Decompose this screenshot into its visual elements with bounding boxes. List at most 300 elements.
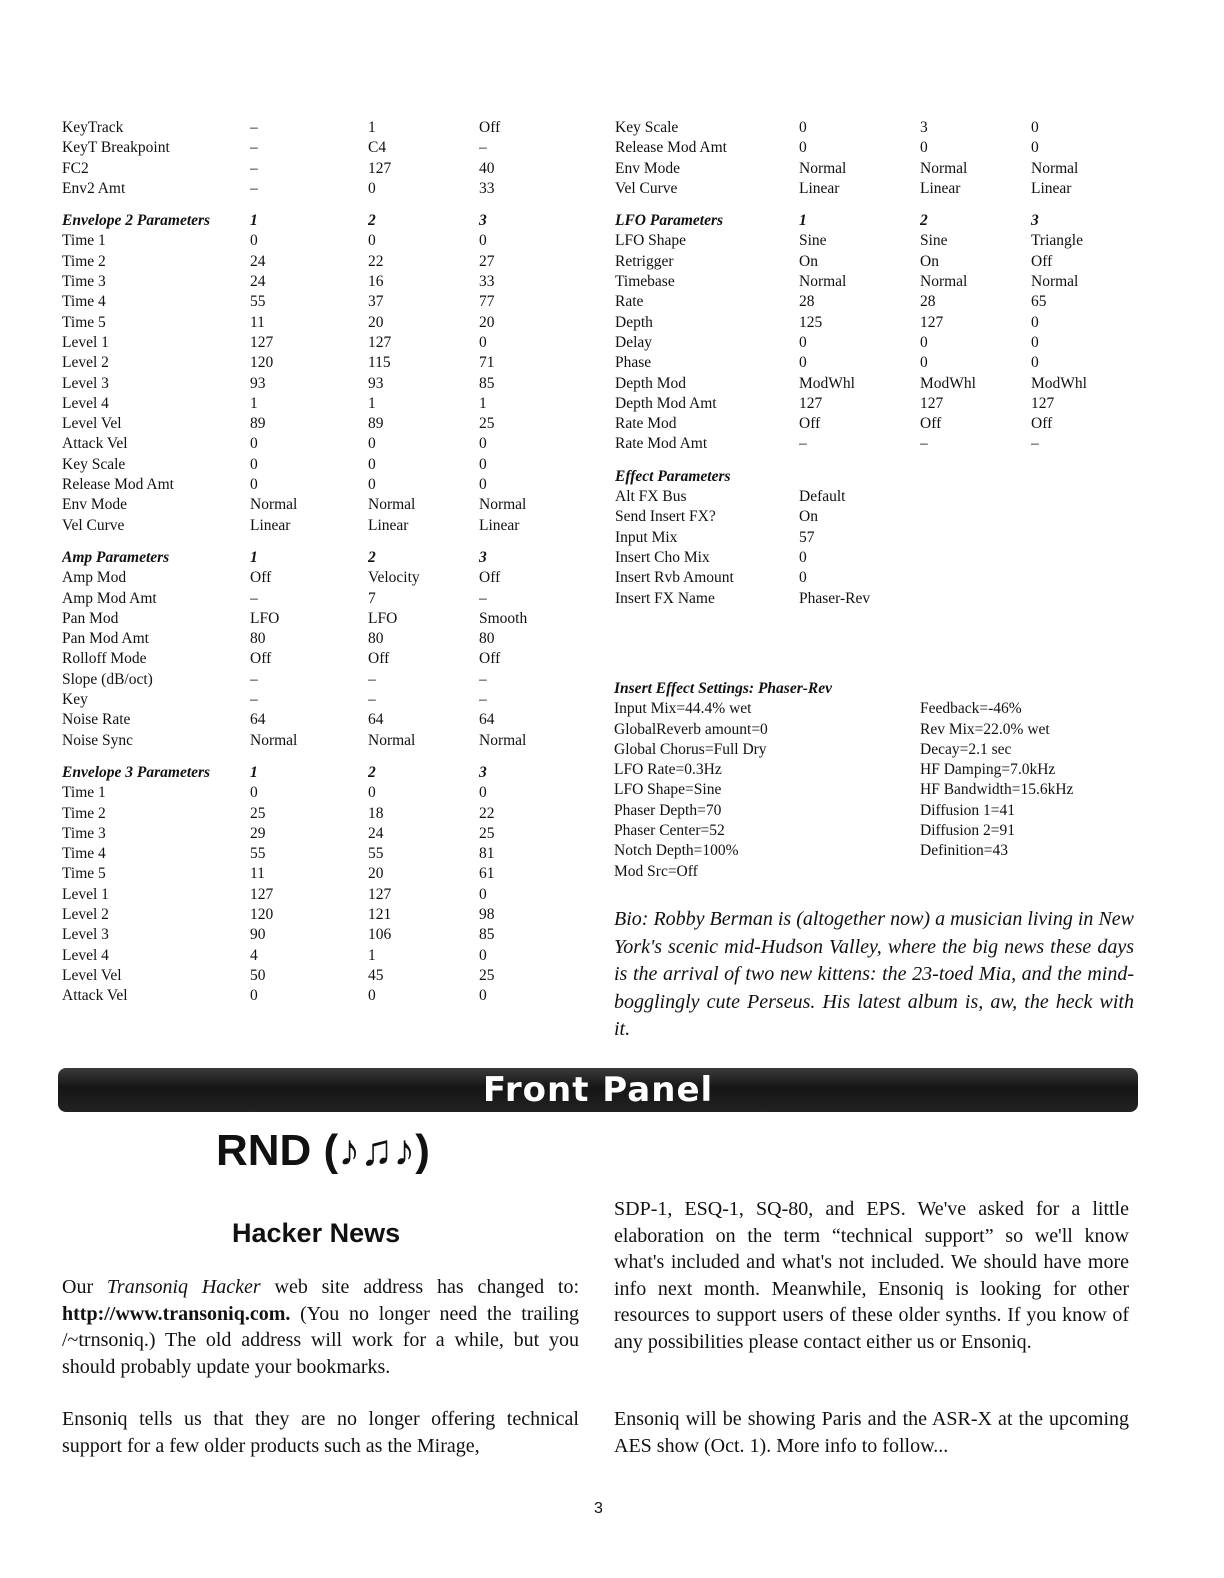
parameter-value: 61 (479, 865, 495, 883)
parameter-value: 89 (250, 415, 266, 433)
parameter-value: 22 (479, 804, 495, 822)
parameter-name: Noise Rate (62, 711, 131, 729)
parameter-name: Level 3 (62, 374, 109, 392)
parameter-value: 3 (920, 119, 928, 136)
parameter-value: 7 (368, 589, 376, 607)
parameter-value: 2 (920, 212, 928, 230)
parameter-value: 0 (1031, 119, 1039, 136)
parameter-value: Normal (1031, 273, 1079, 291)
parameter-row (62, 179, 579, 199)
parameter-row (615, 252, 1131, 272)
parameter-row (615, 374, 1131, 394)
parameter-value: On (799, 252, 818, 270)
parameter-row (62, 609, 579, 629)
parameter-name: Level Vel (62, 415, 122, 433)
parameter-name: Time 1 (62, 232, 106, 250)
parameter-value: 25 (479, 966, 495, 984)
parameter-value: 127 (250, 333, 274, 351)
parameter-name: Slope (dB/oct) (62, 670, 153, 688)
parameter-value: 127 (368, 333, 392, 351)
parameter-value: 65 (1031, 293, 1047, 311)
parameter-name: Time 5 (62, 865, 106, 883)
parameter-row (62, 629, 579, 649)
insert-effect-left-column (614, 699, 920, 882)
parameter-value: 55 (250, 845, 266, 863)
parameter-name: LFO Shape (615, 232, 687, 250)
parameter-value: 0 (250, 784, 258, 802)
parameter-row (615, 394, 1131, 414)
section-spacer (615, 455, 1131, 467)
parameter-value: Smooth (479, 609, 528, 627)
parameter-row (62, 844, 579, 864)
parameter-name: Depth (615, 313, 653, 331)
parameter-row (615, 528, 1131, 548)
parameter-value: Off (368, 650, 390, 668)
parameter-value: 4 (250, 946, 258, 964)
parameter-value: 71 (479, 354, 495, 372)
parameter-value: – (250, 589, 258, 607)
section-header-row (615, 467, 1131, 487)
parameter-value: 115 (368, 354, 391, 372)
parameter-value (920, 487, 1031, 507)
parameter-value: 0 (250, 435, 258, 453)
parameter-name: Delay (615, 333, 653, 351)
parameter-value: – (368, 691, 376, 709)
parameter-value: Off (799, 415, 821, 433)
parameter-value: 45 (368, 966, 384, 984)
parameter-value: 16 (368, 273, 384, 291)
parameter-row (62, 455, 579, 475)
section-spacer (615, 199, 1131, 211)
parameter-value: 93 (368, 374, 384, 392)
parameter-name: Amp Mod Amt (62, 589, 157, 607)
parameter-row (62, 118, 579, 138)
section-spacer (62, 536, 579, 548)
parameter-value: Normal (920, 273, 968, 291)
parameter-name: Noise Sync (62, 731, 134, 749)
parameter-value: – (250, 670, 258, 688)
parameter-value: 28 (799, 293, 815, 311)
parameter-value: – (250, 159, 258, 177)
parameter-value: 0 (1031, 313, 1039, 331)
publication-name: Transoniq Hacker (106, 1276, 261, 1298)
insert-effect-title: Insert Effect Settings: Phaser-Rev (614, 680, 832, 697)
parameter-name: Envelope 3 Parameters (62, 763, 211, 781)
parameter-value (1031, 467, 1131, 487)
parameter-row (62, 159, 579, 179)
insert-setting: Diffusion 1=41 (920, 801, 1015, 819)
parameter-name: Level 1 (62, 885, 109, 903)
parameter-row (62, 292, 579, 312)
parameter-value: 127 (799, 394, 823, 412)
parameter-name: FC2 (62, 159, 89, 177)
parameter-name: Time 3 (62, 824, 106, 842)
insert-setting: Rev Mix=22.0% wet (920, 720, 1050, 738)
parameter-value: 0 (799, 569, 807, 587)
parameter-value: 1 (250, 212, 258, 230)
parameter-value: 0 (479, 476, 487, 494)
parameter-value: 37 (368, 293, 384, 311)
parameter-value: Normal (479, 496, 527, 514)
parameter-value: 127 (368, 159, 392, 177)
parameter-name: Rate Mod Amt (615, 435, 708, 453)
parameter-value: Normal (250, 731, 298, 749)
parameter-value: 77 (479, 293, 495, 311)
parameter-value: 0 (368, 179, 376, 197)
parameter-value: 1 (479, 394, 487, 412)
parameter-value: 0 (799, 119, 807, 136)
parameter-value: 25 (479, 824, 495, 842)
parameter-name: Time 2 (62, 804, 106, 822)
parameter-name: Depth Mod (615, 374, 687, 392)
parameter-value: 2 (368, 763, 376, 781)
parameter-value: Velocity (368, 569, 420, 587)
parameter-value: ModWhl (920, 374, 976, 392)
parameter-value: – (920, 435, 928, 453)
parameter-value (799, 467, 920, 487)
parameter-row (615, 292, 1131, 312)
parameter-value: 3 (479, 212, 487, 230)
parameter-value (920, 548, 1031, 568)
parameter-row (62, 231, 579, 251)
paragraph-support: Ensoniq tells us that they are no longer offering technical support for a few older products such as the Mirage, (62, 1408, 579, 1457)
parameter-value: Normal (799, 273, 847, 291)
parameter-row (62, 966, 579, 986)
parameter-name: Insert Cho Mix (615, 548, 710, 566)
parameter-value: 0 (479, 455, 487, 473)
author-bio: Bio: Robby Berman is (altogether now) a musician living in New York's scenic mid-Hudson Valley, where the big news these days is the arrival of two new kittens: the 23-toed Mia, and the mind-bogglingly cute Perseus. His latest album is, aw, the heck with it. (614, 908, 1134, 1040)
parameter-name: Level 4 (62, 394, 109, 412)
parameter-name: Level Vel (62, 966, 122, 984)
parameter-value: 81 (479, 845, 495, 863)
parameter-value: 0 (368, 232, 376, 250)
parameter-value: 120 (250, 354, 274, 372)
parameter-value: ModWhl (799, 374, 855, 392)
parameter-value: 55 (368, 845, 384, 863)
parameter-value: Normal (1031, 159, 1079, 177)
parameter-name: Pan Mod Amt (62, 630, 149, 648)
parameter-value: 1 (250, 394, 258, 412)
parameter-name: Envelope 2 Parameters (62, 212, 211, 230)
parameter-name: Key (62, 691, 88, 709)
parameter-name: Key Scale (615, 119, 679, 136)
parameter-value: 0 (920, 333, 928, 351)
parameter-name: Amp Parameters (62, 548, 170, 566)
parameter-value: 120 (250, 905, 274, 923)
parameter-value: 106 (368, 926, 392, 944)
parameter-value (1031, 548, 1131, 568)
parameter-value: 0 (479, 987, 487, 1005)
parameter-value: 22 (368, 252, 384, 270)
parameter-value (1031, 528, 1131, 548)
parameter-name: Time 2 (62, 252, 106, 270)
parameter-value: 0 (1031, 333, 1039, 351)
insert-setting: Definition=43 (920, 842, 1008, 860)
parameter-value: Normal (368, 731, 416, 749)
parameter-value: 40 (479, 159, 495, 177)
parameter-value: On (799, 508, 818, 526)
parameter-value: – (250, 139, 258, 157)
parameter-row (615, 272, 1131, 292)
parameter-value: 20 (479, 313, 495, 331)
parameter-value: Off (250, 650, 272, 668)
insert-setting: LFO Shape=Sine (614, 781, 722, 799)
parameter-name: Alt FX Bus (615, 488, 687, 506)
parameter-value: 0 (250, 476, 258, 494)
parameter-value: 25 (479, 415, 495, 433)
parameter-row (615, 231, 1131, 251)
parameter-name: Timebase (615, 273, 675, 291)
parameter-value: Linear (920, 179, 961, 197)
section-spacer (62, 751, 579, 763)
parameter-row (615, 353, 1131, 373)
parameter-value: Triangle (1031, 232, 1083, 250)
insert-setting: GlobalReverb amount=0 (614, 720, 768, 738)
parameter-value: 80 (368, 630, 384, 648)
parameter-value: 80 (479, 630, 495, 648)
insert-setting: Mod Src=Off (614, 862, 698, 880)
parameter-value: 127 (920, 394, 944, 412)
parameter-value: 24 (368, 824, 384, 842)
parameter-value: 0 (1031, 139, 1039, 157)
parameter-value: 2 (368, 548, 376, 566)
parameter-value: 125 (799, 313, 823, 331)
insert-setting: Diffusion 2=91 (920, 822, 1015, 840)
parameter-value: 24 (250, 273, 266, 291)
parameter-value: Linear (368, 516, 409, 534)
parameter-value: 64 (368, 711, 384, 729)
parameter-value: 1 (250, 763, 258, 781)
parameter-value: 64 (250, 711, 266, 729)
parameter-name: Level 4 (62, 946, 109, 964)
parameter-value: Off (1031, 415, 1053, 433)
parameter-value: Linear (479, 516, 520, 534)
parameter-value: Off (479, 119, 501, 136)
parameter-value: – (479, 139, 487, 157)
parameter-value (1031, 487, 1131, 507)
parameter-row (62, 414, 579, 434)
parameter-value: Linear (799, 179, 840, 197)
parameter-value: Off (1031, 252, 1053, 270)
parameter-name: LFO Parameters (615, 212, 724, 230)
parameter-name: Send Insert FX? (615, 508, 716, 526)
parameter-row (615, 313, 1131, 333)
parameter-value: 0 (799, 139, 807, 157)
parameter-value: 89 (368, 415, 384, 433)
parameter-name: Depth Mod Amt (615, 394, 717, 412)
parameter-row (62, 568, 579, 588)
parameter-value: 55 (250, 293, 266, 311)
parameter-value: 127 (250, 885, 274, 903)
insert-effect-right-column (920, 699, 1073, 882)
parameter-value (920, 589, 1031, 609)
parameter-name: KeyT Breakpoint (62, 139, 170, 157)
front-panel-banner (58, 1068, 1138, 1112)
parameter-value: 0 (250, 232, 258, 250)
insert-setting: HF Bandwidth=15.6kHz (920, 781, 1074, 799)
parameter-value: – (368, 670, 376, 688)
parameter-row (62, 690, 579, 710)
parameter-row (615, 548, 1131, 568)
parameter-name: Amp Mod (62, 569, 127, 587)
parameter-row (62, 731, 579, 751)
parameter-value: 0 (368, 987, 376, 1005)
parameter-value: – (479, 589, 487, 607)
parameter-value: Normal (368, 496, 416, 514)
parameter-row (615, 179, 1131, 199)
parameter-name: Level 2 (62, 905, 109, 923)
insert-setting: Input Mix=44.4% wet (614, 700, 752, 718)
parameter-name: Env Mode (615, 159, 681, 177)
parameter-value: 0 (368, 784, 376, 802)
parameter-value: 127 (920, 313, 944, 331)
parameter-value: 0 (368, 455, 376, 473)
parameter-row (62, 313, 579, 333)
parameter-value: 3 (479, 548, 487, 566)
parameter-name: Rolloff Mode (62, 650, 147, 668)
parameter-row (62, 783, 579, 803)
parameter-row (62, 885, 579, 905)
parameter-value: 3 (479, 763, 487, 781)
parameter-name: Attack Vel (62, 987, 128, 1005)
parameter-value: 29 (250, 824, 266, 842)
parameter-name: Rate Mod (615, 415, 677, 433)
parameter-value: – (250, 119, 258, 136)
parameter-row (62, 475, 579, 495)
parameter-row (62, 434, 579, 454)
parameter-value: 1 (368, 119, 376, 136)
insert-setting: Feedback=-46% (920, 700, 1022, 718)
parameter-value: – (479, 670, 487, 688)
parameter-name: Input Mix (615, 528, 678, 546)
parameter-name: Time 5 (62, 313, 106, 331)
parameter-value: 27 (479, 252, 495, 270)
parameter-value: 20 (368, 865, 384, 883)
parameter-value: 0 (479, 946, 487, 964)
parameter-row (62, 649, 579, 669)
parameter-value: 24 (250, 252, 266, 270)
insert-setting: Global Chorus=Full Dry (614, 740, 767, 758)
parameter-row (62, 804, 579, 824)
parameter-value: 0 (479, 232, 487, 250)
paragraph-website: Our Transoniq Hacker web site address has changed to: http://www.transoniq.com. (You no longer need the trailing /~trnsoniq.) The old address will work for a while, but you should probably update your bookmarks. (62, 1276, 580, 1378)
website-url: http://www.transoniq.com. (62, 1302, 291, 1325)
parameter-value: 1 (368, 946, 376, 964)
parameter-value (1031, 568, 1131, 588)
parameter-value: 0 (479, 784, 487, 802)
parameter-value: LFO (250, 609, 280, 627)
parameter-value: ModWhl (1031, 374, 1087, 392)
parameter-value: 25 (250, 804, 266, 822)
parameter-row (62, 589, 579, 609)
parameter-row (615, 138, 1131, 158)
parameter-name: Vel Curve (615, 179, 678, 197)
insert-setting: Notch Depth=100% (614, 842, 739, 860)
parameter-value: 90 (250, 926, 266, 944)
parameter-value: Phaser-Rev (799, 589, 871, 607)
parameter-value: 98 (479, 905, 495, 923)
parameter-row (615, 589, 1131, 609)
parameter-name: Release Mod Amt (62, 476, 174, 494)
parameter-name: Time 1 (62, 784, 106, 802)
parameter-name: Insert Rvb Amount (615, 569, 734, 587)
parameter-value (920, 467, 1031, 487)
parameter-value: 85 (479, 926, 495, 944)
hacker-news-title: Hacker News (232, 1218, 401, 1248)
parameter-value: Sine (920, 232, 948, 250)
parameter-row (615, 118, 1131, 138)
parameter-value: 0 (250, 455, 258, 473)
parameter-value: 33 (479, 179, 495, 197)
parameter-value: Off (250, 569, 272, 587)
parameter-row (62, 394, 579, 414)
parameter-value: Sine (799, 232, 827, 250)
paragraph-support-continued: SDP-1, ESQ-1, SQ-80, and EPS. We've asked for a little elaboration on the term “technical support” so we'll know what's included and what's not included. We should have more info next month. Meanwhile, Ensoniq is looking for other resources to support users of these older synths. If you know of any possibilities please contact either us or Ensoniq. (614, 1198, 1129, 1353)
parameter-value: 33 (479, 273, 495, 291)
left-parameter-table (62, 118, 579, 1006)
parameter-value: 11 (250, 313, 265, 331)
parameter-value: Default (799, 488, 846, 506)
parameter-value: 0 (799, 548, 807, 566)
parameter-value: 0 (479, 333, 487, 351)
parameter-row (62, 824, 579, 844)
parameter-name: KeyTrack (62, 119, 124, 136)
parameter-value: Linear (250, 516, 291, 534)
parameter-value: 85 (479, 374, 495, 392)
rnd-title: RND (♪♫♪) (216, 1126, 430, 1175)
parameter-value: 2 (368, 212, 376, 230)
section-header-row (62, 763, 579, 783)
parameter-value: Normal (799, 159, 847, 177)
parameter-value: C4 (368, 139, 387, 157)
parameter-value: Normal (250, 496, 298, 514)
parameter-row (62, 905, 579, 925)
parameter-row (62, 333, 579, 353)
section-header-row (62, 211, 579, 231)
parameter-value: 57 (799, 528, 815, 546)
parameter-row (615, 333, 1131, 353)
banner-title: Front Panel (482, 1070, 714, 1110)
parameter-value: 0 (250, 987, 258, 1005)
parameter-row (62, 272, 579, 292)
parameter-row (62, 864, 579, 884)
parameter-value: Off (479, 569, 501, 587)
parameter-value: 64 (479, 711, 495, 729)
parameter-row (615, 159, 1131, 179)
parameter-value: 0 (799, 354, 807, 372)
section-header-row (615, 211, 1131, 231)
parameter-value: 0 (799, 333, 807, 351)
parameter-value: 0 (920, 354, 928, 372)
page-number: 3 (594, 1500, 603, 1517)
parameter-value: 121 (368, 905, 392, 923)
parameter-name: Level 1 (62, 333, 109, 351)
parameter-value: 28 (920, 293, 936, 311)
parameter-value (920, 528, 1031, 548)
parameter-value: – (479, 691, 487, 709)
insert-setting: Phaser Center=52 (614, 822, 725, 840)
parameter-value: 11 (250, 865, 265, 883)
parameter-value (920, 568, 1031, 588)
parameter-name: Key Scale (62, 455, 126, 473)
parameter-value: Off (479, 650, 501, 668)
parameter-name: Time 4 (62, 293, 106, 311)
parameter-value: 0 (479, 885, 487, 903)
parameter-name: Env2 Amt (62, 179, 126, 197)
parameter-value: 1 (799, 212, 807, 230)
parameter-value: 1 (368, 394, 376, 412)
parameter-row (62, 670, 579, 690)
